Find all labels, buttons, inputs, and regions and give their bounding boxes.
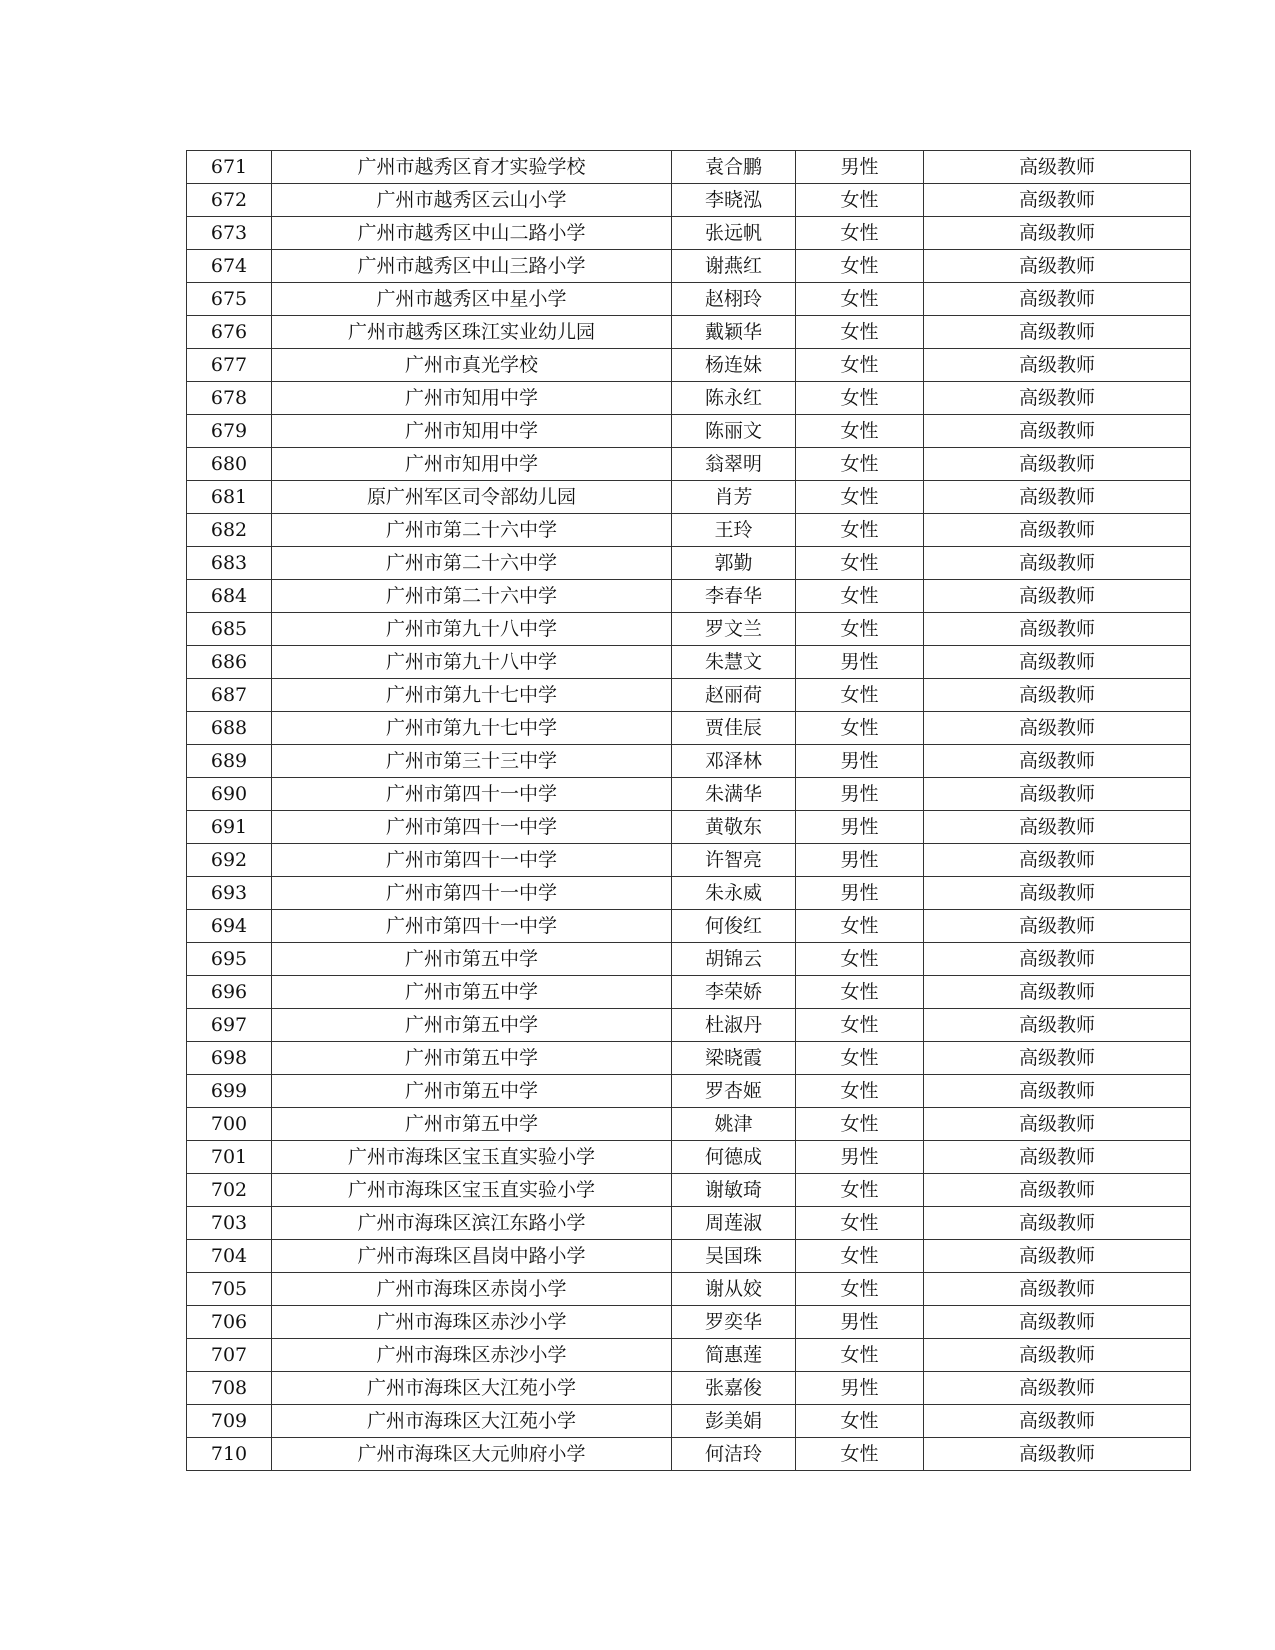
gender-cell: 女性 (796, 382, 924, 415)
gender-cell: 女性 (796, 1405, 924, 1438)
teacher-name-cell: 陈永红 (672, 382, 796, 415)
teacher-name-cell: 罗文兰 (672, 613, 796, 646)
school-cell: 广州市第五中学 (272, 943, 672, 976)
gender-cell: 女性 (796, 976, 924, 1009)
teacher-name-cell: 何洁玲 (672, 1438, 796, 1471)
teacher-name-cell: 朱满华 (672, 778, 796, 811)
table-row (187, 1009, 1191, 1042)
school-cell: 广州市知用中学 (272, 448, 672, 481)
teacher-name-cell: 赵丽荷 (672, 679, 796, 712)
title-cell: 高级教师 (924, 1273, 1191, 1306)
table-row (187, 415, 1191, 448)
row-number-cell: 676 (187, 316, 272, 349)
school-cell: 广州市海珠区大元帅府小学 (272, 1438, 672, 1471)
title-cell: 高级教师 (924, 613, 1191, 646)
row-number-cell: 677 (187, 349, 272, 382)
school-cell: 广州市第九十七中学 (272, 712, 672, 745)
teacher-name-cell: 谢从姣 (672, 1273, 796, 1306)
table-row (187, 1372, 1191, 1405)
teacher-roster-table (186, 150, 1191, 1471)
row-number-cell: 679 (187, 415, 272, 448)
gender-cell: 男性 (796, 1141, 924, 1174)
table-row (187, 1438, 1191, 1471)
row-number-cell: 694 (187, 910, 272, 943)
table-row (187, 1141, 1191, 1174)
row-number-cell: 690 (187, 778, 272, 811)
school-cell: 原广州军区司令部幼儿园 (272, 481, 672, 514)
row-number-cell: 698 (187, 1042, 272, 1075)
row-number-cell: 702 (187, 1174, 272, 1207)
row-number-cell: 703 (187, 1207, 272, 1240)
table-row (187, 1405, 1191, 1438)
row-number-cell: 699 (187, 1075, 272, 1108)
row-number-cell: 684 (187, 580, 272, 613)
teacher-name-cell: 罗杏姬 (672, 1075, 796, 1108)
row-number-cell: 706 (187, 1306, 272, 1339)
title-cell: 高级教师 (924, 1075, 1191, 1108)
table-row (187, 976, 1191, 1009)
table-row (187, 448, 1191, 481)
school-cell: 广州市第九十八中学 (272, 613, 672, 646)
teacher-name-cell: 张嘉俊 (672, 1372, 796, 1405)
school-cell: 广州市海珠区大江苑小学 (272, 1405, 672, 1438)
title-cell: 高级教师 (924, 778, 1191, 811)
school-cell: 广州市海珠区大江苑小学 (272, 1372, 672, 1405)
row-number-cell: 685 (187, 613, 272, 646)
row-number-cell: 673 (187, 217, 272, 250)
row-number-cell: 691 (187, 811, 272, 844)
school-cell: 广州市知用中学 (272, 382, 672, 415)
gender-cell: 女性 (796, 1174, 924, 1207)
school-cell: 广州市第二十六中学 (272, 514, 672, 547)
row-number-cell: 692 (187, 844, 272, 877)
title-cell: 高级教师 (924, 1306, 1191, 1339)
table-row (187, 811, 1191, 844)
gender-cell: 女性 (796, 283, 924, 316)
title-cell: 高级教师 (924, 646, 1191, 679)
teacher-name-cell: 谢敏琦 (672, 1174, 796, 1207)
teacher-name-cell: 贾佳辰 (672, 712, 796, 745)
gender-cell: 女性 (796, 184, 924, 217)
school-cell: 广州市海珠区宝玉直实验小学 (272, 1174, 672, 1207)
title-cell: 高级教师 (924, 250, 1191, 283)
teacher-name-cell: 张远帆 (672, 217, 796, 250)
gender-cell: 男性 (796, 778, 924, 811)
gender-cell: 女性 (796, 250, 924, 283)
gender-cell: 女性 (796, 1009, 924, 1042)
row-number-cell: 697 (187, 1009, 272, 1042)
row-number-cell: 672 (187, 184, 272, 217)
school-cell: 广州市第五中学 (272, 1075, 672, 1108)
gender-cell: 男性 (796, 811, 924, 844)
title-cell: 高级教师 (924, 811, 1191, 844)
gender-cell: 女性 (796, 1207, 924, 1240)
gender-cell: 男性 (796, 646, 924, 679)
table-row (187, 646, 1191, 679)
school-cell: 广州市海珠区宝玉直实验小学 (272, 1141, 672, 1174)
gender-cell: 女性 (796, 415, 924, 448)
row-number-cell: 688 (187, 712, 272, 745)
title-cell: 高级教师 (924, 217, 1191, 250)
teacher-name-cell: 郭勤 (672, 547, 796, 580)
gender-cell: 男性 (796, 844, 924, 877)
teacher-name-cell: 谢燕红 (672, 250, 796, 283)
gender-cell: 女性 (796, 349, 924, 382)
title-cell: 高级教师 (924, 448, 1191, 481)
row-number-cell: 700 (187, 1108, 272, 1141)
school-cell: 广州市越秀区云山小学 (272, 184, 672, 217)
title-cell: 高级教师 (924, 943, 1191, 976)
school-cell: 广州市越秀区中山二路小学 (272, 217, 672, 250)
teacher-name-cell: 何德成 (672, 1141, 796, 1174)
table-row (187, 1339, 1191, 1372)
table-row (187, 613, 1191, 646)
school-cell: 广州市第四十一中学 (272, 844, 672, 877)
teacher-name-cell: 吴国珠 (672, 1240, 796, 1273)
school-cell: 广州市海珠区滨江东路小学 (272, 1207, 672, 1240)
row-number-cell: 683 (187, 547, 272, 580)
table-row (187, 382, 1191, 415)
teacher-name-cell: 翁翠明 (672, 448, 796, 481)
row-number-cell: 671 (187, 151, 272, 184)
title-cell: 高级教师 (924, 1174, 1191, 1207)
table-row (187, 184, 1191, 217)
title-cell: 高级教师 (924, 1240, 1191, 1273)
row-number-cell: 695 (187, 943, 272, 976)
table-row (187, 481, 1191, 514)
title-cell: 高级教师 (924, 910, 1191, 943)
row-number-cell: 705 (187, 1273, 272, 1306)
title-cell: 高级教师 (924, 712, 1191, 745)
gender-cell: 女性 (796, 1108, 924, 1141)
gender-cell: 男性 (796, 1306, 924, 1339)
teacher-name-cell: 朱慧文 (672, 646, 796, 679)
row-number-cell: 675 (187, 283, 272, 316)
table-row (187, 514, 1191, 547)
school-cell: 广州市第九十七中学 (272, 679, 672, 712)
school-cell: 广州市第四十一中学 (272, 877, 672, 910)
title-cell: 高级教师 (924, 745, 1191, 778)
title-cell: 高级教师 (924, 1339, 1191, 1372)
table-row (187, 778, 1191, 811)
row-number-cell: 704 (187, 1240, 272, 1273)
gender-cell: 女性 (796, 1273, 924, 1306)
gender-cell: 女性 (796, 943, 924, 976)
school-cell: 广州市海珠区赤沙小学 (272, 1339, 672, 1372)
teacher-name-cell: 何俊红 (672, 910, 796, 943)
title-cell: 高级教师 (924, 415, 1191, 448)
gender-cell: 女性 (796, 217, 924, 250)
gender-cell: 女性 (796, 679, 924, 712)
table-row (187, 1240, 1191, 1273)
table-row (187, 910, 1191, 943)
title-cell: 高级教师 (924, 283, 1191, 316)
gender-cell: 男性 (796, 151, 924, 184)
teacher-name-cell: 李荣娇 (672, 976, 796, 1009)
teacher-name-cell: 李晓泓 (672, 184, 796, 217)
table-row (187, 1207, 1191, 1240)
title-cell: 高级教师 (924, 1372, 1191, 1405)
teacher-name-cell: 姚津 (672, 1108, 796, 1141)
school-cell: 广州市第五中学 (272, 1009, 672, 1042)
gender-cell: 女性 (796, 712, 924, 745)
gender-cell: 女性 (796, 316, 924, 349)
title-cell: 高级教师 (924, 1141, 1191, 1174)
school-cell: 广州市越秀区中星小学 (272, 283, 672, 316)
gender-cell: 女性 (796, 1240, 924, 1273)
table-row (187, 1306, 1191, 1339)
row-number-cell: 678 (187, 382, 272, 415)
gender-cell: 女性 (796, 1042, 924, 1075)
school-cell: 广州市第九十八中学 (272, 646, 672, 679)
title-cell: 高级教师 (924, 844, 1191, 877)
teacher-name-cell: 黄敬东 (672, 811, 796, 844)
row-number-cell: 687 (187, 679, 272, 712)
gender-cell: 女性 (796, 910, 924, 943)
row-number-cell: 680 (187, 448, 272, 481)
title-cell: 高级教师 (924, 481, 1191, 514)
teacher-name-cell: 王玲 (672, 514, 796, 547)
teacher-name-cell: 罗奕华 (672, 1306, 796, 1339)
teacher-name-cell: 梁晓霞 (672, 1042, 796, 1075)
title-cell: 高级教师 (924, 547, 1191, 580)
title-cell: 高级教师 (924, 316, 1191, 349)
gender-cell: 男性 (796, 877, 924, 910)
row-number-cell: 686 (187, 646, 272, 679)
title-cell: 高级教师 (924, 580, 1191, 613)
row-number-cell: 709 (187, 1405, 272, 1438)
table-row (187, 1174, 1191, 1207)
teacher-name-cell: 朱永威 (672, 877, 796, 910)
school-cell: 广州市海珠区昌岗中路小学 (272, 1240, 672, 1273)
school-cell: 广州市海珠区赤沙小学 (272, 1306, 672, 1339)
school-cell: 广州市海珠区赤岗小学 (272, 1273, 672, 1306)
row-number-cell: 682 (187, 514, 272, 547)
title-cell: 高级教师 (924, 382, 1191, 415)
school-cell: 广州市越秀区珠江实业幼儿园 (272, 316, 672, 349)
teacher-name-cell: 杜淑丹 (672, 1009, 796, 1042)
table-row (187, 679, 1191, 712)
row-number-cell: 707 (187, 1339, 272, 1372)
row-number-cell: 689 (187, 745, 272, 778)
school-cell: 广州市越秀区中山三路小学 (272, 250, 672, 283)
teacher-name-cell: 简惠莲 (672, 1339, 796, 1372)
teacher-name-cell: 袁合鹏 (672, 151, 796, 184)
title-cell: 高级教师 (924, 1405, 1191, 1438)
teacher-name-cell: 胡锦云 (672, 943, 796, 976)
teacher-name-cell: 杨连妹 (672, 349, 796, 382)
table-row (187, 547, 1191, 580)
school-cell: 广州市第四十一中学 (272, 910, 672, 943)
school-cell: 广州市真光学校 (272, 349, 672, 382)
teacher-name-cell: 赵栩玲 (672, 283, 796, 316)
gender-cell: 女性 (796, 1339, 924, 1372)
school-cell: 广州市第五中学 (272, 1108, 672, 1141)
table-row (187, 844, 1191, 877)
gender-cell: 女性 (796, 613, 924, 646)
teacher-name-cell: 李春华 (672, 580, 796, 613)
title-cell: 高级教师 (924, 877, 1191, 910)
table-row (187, 217, 1191, 250)
gender-cell: 女性 (796, 547, 924, 580)
table-row (187, 316, 1191, 349)
teacher-name-cell: 邓泽林 (672, 745, 796, 778)
school-cell: 广州市第二十六中学 (272, 580, 672, 613)
gender-cell: 女性 (796, 580, 924, 613)
table-row (187, 943, 1191, 976)
school-cell: 广州市第四十一中学 (272, 811, 672, 844)
row-number-cell: 696 (187, 976, 272, 1009)
title-cell: 高级教师 (924, 679, 1191, 712)
title-cell: 高级教师 (924, 976, 1191, 1009)
teacher-name-cell: 许智亮 (672, 844, 796, 877)
gender-cell: 女性 (796, 514, 924, 547)
table-row (187, 745, 1191, 778)
teacher-name-cell: 陈丽文 (672, 415, 796, 448)
title-cell: 高级教师 (924, 1042, 1191, 1075)
row-number-cell: 674 (187, 250, 272, 283)
title-cell: 高级教师 (924, 151, 1191, 184)
gender-cell: 女性 (796, 481, 924, 514)
school-cell: 广州市第四十一中学 (272, 778, 672, 811)
table-row (187, 580, 1191, 613)
teacher-name-cell: 肖芳 (672, 481, 796, 514)
title-cell: 高级教师 (924, 1009, 1191, 1042)
title-cell: 高级教师 (924, 1207, 1191, 1240)
table-row (187, 1042, 1191, 1075)
row-number-cell: 710 (187, 1438, 272, 1471)
school-cell: 广州市第五中学 (272, 976, 672, 1009)
school-cell: 广州市知用中学 (272, 415, 672, 448)
table-row (187, 250, 1191, 283)
table-body (187, 151, 1191, 1471)
teacher-name-cell: 戴颖华 (672, 316, 796, 349)
school-cell: 广州市第二十六中学 (272, 547, 672, 580)
table-row (187, 1075, 1191, 1108)
school-cell: 广州市第五中学 (272, 1042, 672, 1075)
table-row (187, 1273, 1191, 1306)
gender-cell: 男性 (796, 1372, 924, 1405)
title-cell: 高级教师 (924, 1438, 1191, 1471)
teacher-name-cell: 彭美娟 (672, 1405, 796, 1438)
teacher-name-cell: 周莲淑 (672, 1207, 796, 1240)
gender-cell: 女性 (796, 448, 924, 481)
title-cell: 高级教师 (924, 349, 1191, 382)
table-row (187, 712, 1191, 745)
table-row (187, 283, 1191, 316)
gender-cell: 女性 (796, 1075, 924, 1108)
title-cell: 高级教师 (924, 1108, 1191, 1141)
table-row (187, 349, 1191, 382)
table-row (187, 1108, 1191, 1141)
row-number-cell: 681 (187, 481, 272, 514)
title-cell: 高级教师 (924, 184, 1191, 217)
title-cell: 高级教师 (924, 514, 1191, 547)
table-row (187, 151, 1191, 184)
gender-cell: 女性 (796, 1438, 924, 1471)
school-cell: 广州市越秀区育才实验学校 (272, 151, 672, 184)
table-row (187, 877, 1191, 910)
row-number-cell: 708 (187, 1372, 272, 1405)
row-number-cell: 701 (187, 1141, 272, 1174)
school-cell: 广州市第三十三中学 (272, 745, 672, 778)
gender-cell: 男性 (796, 745, 924, 778)
row-number-cell: 693 (187, 877, 272, 910)
